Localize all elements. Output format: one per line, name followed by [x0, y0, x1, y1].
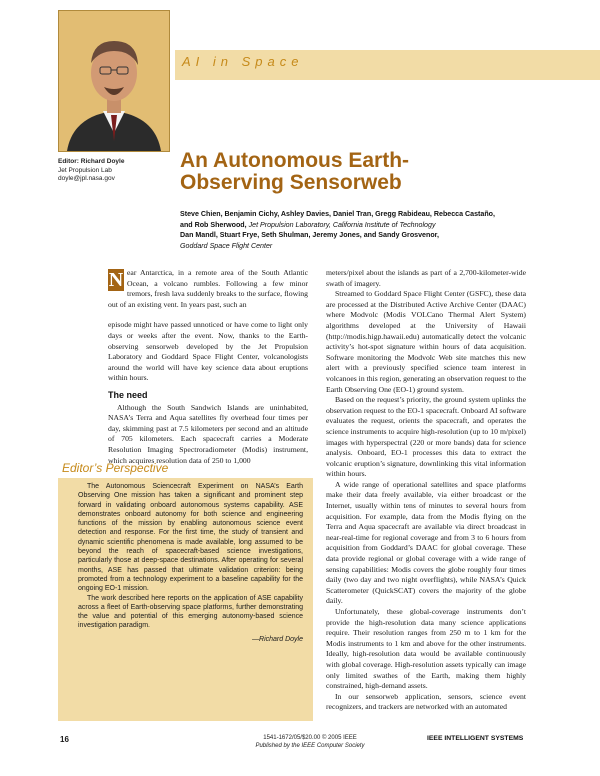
footer-publication-info: [200, 734, 420, 750]
editor-affiliation: Jet Propulsion Lab: [58, 166, 112, 174]
editors-perspective-signature: —Richard Doyle: [252, 635, 303, 643]
section-heading-the-need: The need: [108, 389, 148, 400]
body-paragraph: In our sensorweb application, sensors, science event recognizers, and trackers are networked with an automated: [326, 691, 526, 712]
body-paragraph: meters/pixel about the islands as part of a 2,700-kilometer-wide swath of imagery.: [326, 268, 526, 288]
column-gap: [108, 310, 308, 320]
footer-publisher: Published by the IEEE Computer Society: [255, 743, 365, 749]
article-title: [180, 150, 480, 194]
editors-perspective-paragraph: The work described here reports on the application of ASE capability across a fleet of Earth-observing space platforms, further demonstrating the value and potential of this emerging autonomy-based science investigation paradigm.: [78, 594, 303, 630]
authors-line-4: Goddard Space Flight Center: [180, 241, 273, 250]
footer-journal-name: IEEE INTELLIGENT SYSTEMS: [427, 735, 524, 742]
body-paragraph: Based on the request’s priority, the ground system uplinks the observation request to the EO-1 spacecraft. Onboard AI software evaluates the request, orients the spacecraft, and operates the science instruments to acquire high-resolution (up to 10 m/pixel) images with hyperspectral (220 or more bands) data for science analysis. Onboard, EO-1 processes this data to extract the volcanic eruption’s signature, downlinking this vital information within hours.: [326, 395, 526, 479]
editor-photo: [58, 10, 170, 152]
authors-line-2: [180, 220, 580, 231]
intro-paragraph-text: ear Antarctica, in a remote area of the South Atlantic Ocean, a volcano rumbles. Following a few minor tremors, fresh lava suddenly breaks to the surface, flowing out of an existing vent. In years past, such an: [108, 268, 308, 309]
body-paragraph: Unfortunately, these global-coverage instruments don’t provide the high-resolution data many science applications require. Their resolution ranges from 250 m to 1 km for the Modis instruments to 1 km and above for the other instruments. Ideally, high-resolution data would be available continuously with global coverage. High-resolution assets typically can image only limited swathes of the Earth, making them highly constrained, high-demand assets.: [326, 607, 526, 691]
body-column-left: [108, 268, 308, 466]
editor-portrait-image: [59, 11, 169, 151]
intro-paragraph: [108, 268, 308, 310]
body-paragraph: episode might have passed unnoticed or have come to light only days or weeks after the event. Now, thanks to the Earth-observing sensorweb developed by the Jet Propulsion Laboratory and Goddard Space Flight Center, volcanologists around the world will have key science data about eruptions within hours.: [108, 320, 308, 383]
body-paragraph: Although the South Sandwich Islands are uninhabited, NASA’s Terra and Aqua satellites fly overhead four times per day, skimming past at 7.5 kilometers per second and an altitude of 705 kilometers. Each spacecraft carries a Moderate Resolution Imaging Spectroradiometer (Modis) instrument, which acquires resolution data of 250 to 1,000: [108, 402, 308, 465]
editors-perspective-text: [78, 482, 303, 644]
editors-perspective-paragraph: The Autonomous Sciencecraft Experiment on NASA’s Earth Observing One mission has taken a significant and prominent step forward in validating onboard autonomous systems capability. ASE demonstrates onboard autonomy for both science and engineering functions of the mission by enabling autonomous science event detection and response. For the first time, the study of transient and dynamic scientific phenomena is made available, long assumed to be beyond the reach of spacecraft-based science investigations, particularly those at deep-space destinations. After operating for several months, ASE has passed that ultimate validation criterion: being promoted from a technology experiment to a baseline capability for the ongoing EO-1 mission.: [78, 483, 303, 593]
authors-line-1: Steve Chien, Benjamin Cichy, Ashley Davies, Daniel Tran, Gregg Rabideau, Rebecca Castaño,: [180, 210, 495, 218]
article-title-line-2: Observing Sensorweb: [180, 171, 402, 194]
footer-issn: 1541-1672/05/$20.00 © 2005 IEEE: [263, 735, 357, 741]
page-number: 16: [60, 735, 69, 744]
author-list: [180, 209, 580, 251]
authors-line-3: Dan Mandl, Stuart Frye, Seth Shulman, Jeremy Jones, and Sandy Grosvenor,: [180, 231, 439, 239]
section-title: AI in Space: [182, 54, 304, 69]
article-title-line-1: An Autonomous Earth-: [180, 149, 410, 172]
editor-email: doyle@jpl.nasa.gov: [58, 175, 115, 182]
editor-caption: [58, 158, 173, 184]
authors-line-2-names: and Rob Sherwood,: [180, 220, 249, 229]
body-paragraph: A wide range of operational satellites and space platforms make their data freely available, via either broadcast or the Internet, usually within tens of minutes to several hours from acquisition. For example, data from the Modis flying on the Terra and Aqua spacecraft are available via direct broadcast in near-real-time for regional coverage and from 3 to 6 hours from acquisition from Goddard’s DAAC for global coverage. These data provide regional or global coverage with a wide range of sensing capabilities: Modis covers the globe roughly four times daily (two day and two night overflights), while NASA’s Quick Scatterometer (QuickSCAT) covers the majority of the globe daily.: [326, 479, 526, 606]
body-paragraph: Streamed to Goddard Space Flight Center (GSFC), these data are processed at the Distributed Active Archive Center (DAAC) where Modvolc (Modis VOLCano Thermal Alert System) algorithms developed at the University of Hawaii (http://modis.higp.hawaii.edu) automatically detect the volcanic activity’s hot-spot signature within hours of data acquisition. Software monitoring the Modvolc Web site matches this new alert with a previously specified science team interest in volcanoes in this region, generating an observation request to the Earth Observing One (EO-1) ground system.: [326, 289, 526, 394]
editor-name: Editor: Richard Doyle: [58, 158, 125, 165]
editors-perspective-title: Editor’s Perspective: [62, 461, 169, 475]
drop-cap: N: [108, 269, 124, 291]
authors-line-2-affiliation: Jet Propulsion Laboratory, California Institute of Technology: [248, 220, 436, 229]
body-column-right: [326, 268, 526, 713]
